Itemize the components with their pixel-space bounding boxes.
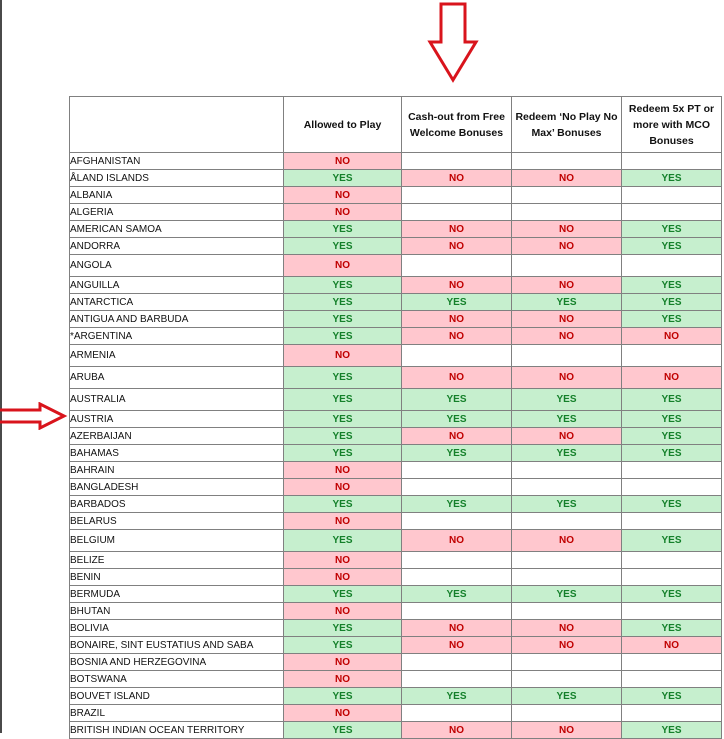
mco-cell	[622, 671, 722, 688]
mco-cell: YES	[622, 170, 722, 187]
mco-cell: YES	[622, 496, 722, 513]
no-play-cell	[512, 187, 622, 204]
cashout-cell: NO	[402, 277, 512, 294]
no-play-cell	[512, 204, 622, 221]
country-cell: BOTSWANA	[70, 671, 284, 688]
no-play-cell	[512, 603, 622, 620]
allowed-cell: YES	[284, 445, 402, 462]
allowed-cell: YES	[284, 311, 402, 328]
cashout-cell: NO	[402, 722, 512, 739]
table-header-row	[70, 97, 722, 153]
country-column-header	[70, 97, 284, 153]
table-row	[70, 654, 722, 671]
allowed-cell: YES	[284, 367, 402, 389]
allowed-cell: NO	[284, 204, 402, 221]
no-play-cell: NO	[512, 620, 622, 637]
no-play-cell: NO	[512, 277, 622, 294]
mco-cell	[622, 479, 722, 496]
mco-cell: YES	[622, 238, 722, 255]
no-play-cell: YES	[512, 688, 622, 705]
cashout-cell: YES	[402, 496, 512, 513]
country-cell: BAHRAIN	[70, 462, 284, 479]
country-cell: ANGUILLA	[70, 277, 284, 294]
table-row	[70, 552, 722, 569]
allowed-cell: YES	[284, 637, 402, 654]
table-row	[70, 722, 722, 739]
allowed-to-play-header: Allowed to Play	[284, 97, 402, 153]
allowed-cell: NO	[284, 654, 402, 671]
country-cell: BOUVET ISLAND	[70, 688, 284, 705]
mco-cell	[622, 705, 722, 722]
table-row	[70, 170, 722, 187]
allowed-cell: YES	[284, 722, 402, 739]
country-cell: AUSTRALIA	[70, 389, 284, 411]
no-play-cell	[512, 513, 622, 530]
no-play-cell	[512, 705, 622, 722]
cashout-cell	[402, 204, 512, 221]
cashout-cell: NO	[402, 238, 512, 255]
no-play-cell	[512, 153, 622, 170]
cashout-cell	[402, 603, 512, 620]
table-row	[70, 238, 722, 255]
country-cell: AMERICAN SAMOA	[70, 221, 284, 238]
country-cell: BHUTAN	[70, 603, 284, 620]
no-play-cell: NO	[512, 428, 622, 445]
country-cell: ANDORRA	[70, 238, 284, 255]
allowed-cell: NO	[284, 255, 402, 277]
mco-cell	[622, 552, 722, 569]
mco-cell: YES	[622, 688, 722, 705]
mco-cell: YES	[622, 389, 722, 411]
allowed-cell: NO	[284, 705, 402, 722]
cashout-cell	[402, 345, 512, 367]
allowed-cell: NO	[284, 671, 402, 688]
table-row	[70, 428, 722, 445]
mco-cell: YES	[622, 722, 722, 739]
no-play-cell: YES	[512, 294, 622, 311]
mco-cell: YES	[622, 445, 722, 462]
cashout-cell	[402, 462, 512, 479]
allowed-cell: YES	[284, 688, 402, 705]
no-play-cell: NO	[512, 238, 622, 255]
page-left-edge	[0, 0, 2, 733]
mco-cell	[622, 603, 722, 620]
country-cell: ARUBA	[70, 367, 284, 389]
table-row	[70, 586, 722, 603]
no-play-cell: YES	[512, 586, 622, 603]
cashout-cell	[402, 552, 512, 569]
allowed-cell: YES	[284, 428, 402, 445]
country-cell: BANGLADESH	[70, 479, 284, 496]
cashout-cell: YES	[402, 586, 512, 603]
mco-cell: YES	[622, 586, 722, 603]
mco-cell: NO	[622, 328, 722, 345]
mco-cell: NO	[622, 367, 722, 389]
country-cell: BAHAMAS	[70, 445, 284, 462]
no-play-cell	[512, 255, 622, 277]
mco-cell	[622, 345, 722, 367]
allowed-cell: NO	[284, 479, 402, 496]
redeem-5x-header: Redeem 5x PT or more with MCO Bonuses	[622, 97, 722, 153]
allowed-cell: YES	[284, 620, 402, 637]
no-play-cell	[512, 345, 622, 367]
no-play-cell	[512, 671, 622, 688]
cashout-cell: YES	[402, 411, 512, 428]
table-row	[70, 187, 722, 204]
cashout-cell	[402, 569, 512, 586]
cashout-cell: NO	[402, 530, 512, 552]
cashout-cell	[402, 705, 512, 722]
table-row	[70, 204, 722, 221]
no-play-cell: NO	[512, 722, 622, 739]
table-row	[70, 603, 722, 620]
mco-cell: YES	[622, 411, 722, 428]
cashout-cell	[402, 513, 512, 530]
table-row	[70, 569, 722, 586]
allowed-cell: YES	[284, 496, 402, 513]
country-cell: BONAIRE, SINT EUSTATIUS AND SABA	[70, 637, 284, 654]
table-row	[70, 367, 722, 389]
country-cell: ANTIGUA AND BARBUDA	[70, 311, 284, 328]
allowed-cell: NO	[284, 569, 402, 586]
cashout-cell: NO	[402, 170, 512, 187]
allowed-cell: NO	[284, 187, 402, 204]
table-row	[70, 620, 722, 637]
country-cell: AFGHANISTAN	[70, 153, 284, 170]
country-cell: ANTARCTICA	[70, 294, 284, 311]
allowed-cell: NO	[284, 345, 402, 367]
table-row	[70, 671, 722, 688]
cashout-cell: NO	[402, 428, 512, 445]
table-row	[70, 153, 722, 170]
cashout-cell	[402, 153, 512, 170]
country-cell: ANGOLA	[70, 255, 284, 277]
no-play-cell: NO	[512, 637, 622, 654]
cashout-cell: NO	[402, 328, 512, 345]
no-play-cell: NO	[512, 221, 622, 238]
allowed-cell: YES	[284, 238, 402, 255]
country-cell: BERMUDA	[70, 586, 284, 603]
table-row	[70, 530, 722, 552]
country-cell: BELARUS	[70, 513, 284, 530]
country-cell: BENIN	[70, 569, 284, 586]
allowed-cell: NO	[284, 462, 402, 479]
no-play-cell	[512, 569, 622, 586]
table-row	[70, 411, 722, 428]
table-row	[70, 513, 722, 530]
mco-cell: YES	[622, 530, 722, 552]
allowed-cell: YES	[284, 389, 402, 411]
mco-cell: YES	[622, 221, 722, 238]
table-row	[70, 479, 722, 496]
cashout-cell: YES	[402, 389, 512, 411]
mco-cell: NO	[622, 637, 722, 654]
allowed-cell: YES	[284, 530, 402, 552]
country-cell: BELGIUM	[70, 530, 284, 552]
country-cell: BOSNIA AND HERZEGOVINA	[70, 654, 284, 671]
no-play-cell: NO	[512, 367, 622, 389]
cashout-cell	[402, 654, 512, 671]
cashout-cell: NO	[402, 311, 512, 328]
country-cell: AZERBAIJAN	[70, 428, 284, 445]
no-play-cell: NO	[512, 530, 622, 552]
arrow-down-icon	[426, 2, 480, 84]
mco-cell	[622, 462, 722, 479]
table-row	[70, 496, 722, 513]
mco-cell	[622, 255, 722, 277]
allowed-cell: YES	[284, 170, 402, 187]
mco-cell: YES	[622, 277, 722, 294]
country-cell: ÅLAND ISLANDS	[70, 170, 284, 187]
table-row	[70, 311, 722, 328]
country-cell: BRAZIL	[70, 705, 284, 722]
mco-cell	[622, 187, 722, 204]
allowed-cell: NO	[284, 552, 402, 569]
country-cell: BOLIVIA	[70, 620, 284, 637]
mco-cell	[622, 153, 722, 170]
country-cell: ALGERIA	[70, 204, 284, 221]
arrow-right-icon	[0, 402, 68, 430]
allowed-cell: NO	[284, 513, 402, 530]
table-row	[70, 705, 722, 722]
no-play-cell: YES	[512, 411, 622, 428]
allowed-cell: NO	[284, 603, 402, 620]
country-cell: ALBANIA	[70, 187, 284, 204]
allowed-cell: YES	[284, 221, 402, 238]
no-play-cell: YES	[512, 389, 622, 411]
no-play-cell	[512, 479, 622, 496]
no-play-cell	[512, 552, 622, 569]
table-row	[70, 445, 722, 462]
country-cell: BELIZE	[70, 552, 284, 569]
allowed-cell: YES	[284, 411, 402, 428]
cashout-cell	[402, 479, 512, 496]
cashout-cell	[402, 671, 512, 688]
cashout-cell: NO	[402, 367, 512, 389]
table-row	[70, 294, 722, 311]
country-cell: BRITISH INDIAN OCEAN TERRITORY	[70, 722, 284, 739]
country-cell: ARMENIA	[70, 345, 284, 367]
mco-cell	[622, 569, 722, 586]
cashout-cell: NO	[402, 620, 512, 637]
table-row	[70, 345, 722, 367]
mco-cell	[622, 204, 722, 221]
country-cell: *ARGENTINA	[70, 328, 284, 345]
allowed-cell: YES	[284, 294, 402, 311]
no-play-cell: NO	[512, 170, 622, 187]
allowed-cell: YES	[284, 328, 402, 345]
mco-cell: YES	[622, 311, 722, 328]
redeem-no-play-header: Redeem ‘No Play No Max’ Bonuses	[512, 97, 622, 153]
table-row	[70, 389, 722, 411]
cashout-cell: YES	[402, 445, 512, 462]
no-play-cell: NO	[512, 328, 622, 345]
allowed-cell: YES	[284, 277, 402, 294]
mco-cell: YES	[622, 294, 722, 311]
country-cell: BARBADOS	[70, 496, 284, 513]
country-cell: AUSTRIA	[70, 411, 284, 428]
table-row	[70, 637, 722, 654]
cashout-cell	[402, 255, 512, 277]
allowed-cell: YES	[284, 586, 402, 603]
country-bonus-table	[69, 96, 722, 739]
table-row	[70, 462, 722, 479]
cashout-cell: YES	[402, 294, 512, 311]
no-play-cell	[512, 654, 622, 671]
table-row	[70, 277, 722, 294]
mco-cell: YES	[622, 428, 722, 445]
table-row	[70, 688, 722, 705]
table-row	[70, 255, 722, 277]
allowed-cell: NO	[284, 153, 402, 170]
cashout-cell: NO	[402, 221, 512, 238]
no-play-cell: YES	[512, 445, 622, 462]
no-play-cell: NO	[512, 311, 622, 328]
mco-cell	[622, 654, 722, 671]
mco-cell: YES	[622, 620, 722, 637]
cashout-cell	[402, 187, 512, 204]
no-play-cell: YES	[512, 496, 622, 513]
no-play-cell	[512, 462, 622, 479]
mco-cell	[622, 513, 722, 530]
table-row	[70, 328, 722, 345]
cashout-cell: YES	[402, 688, 512, 705]
table-row	[70, 221, 722, 238]
cashout-cell: NO	[402, 637, 512, 654]
cashout-header: Cash-out from Free Welcome Bonuses	[402, 97, 512, 153]
